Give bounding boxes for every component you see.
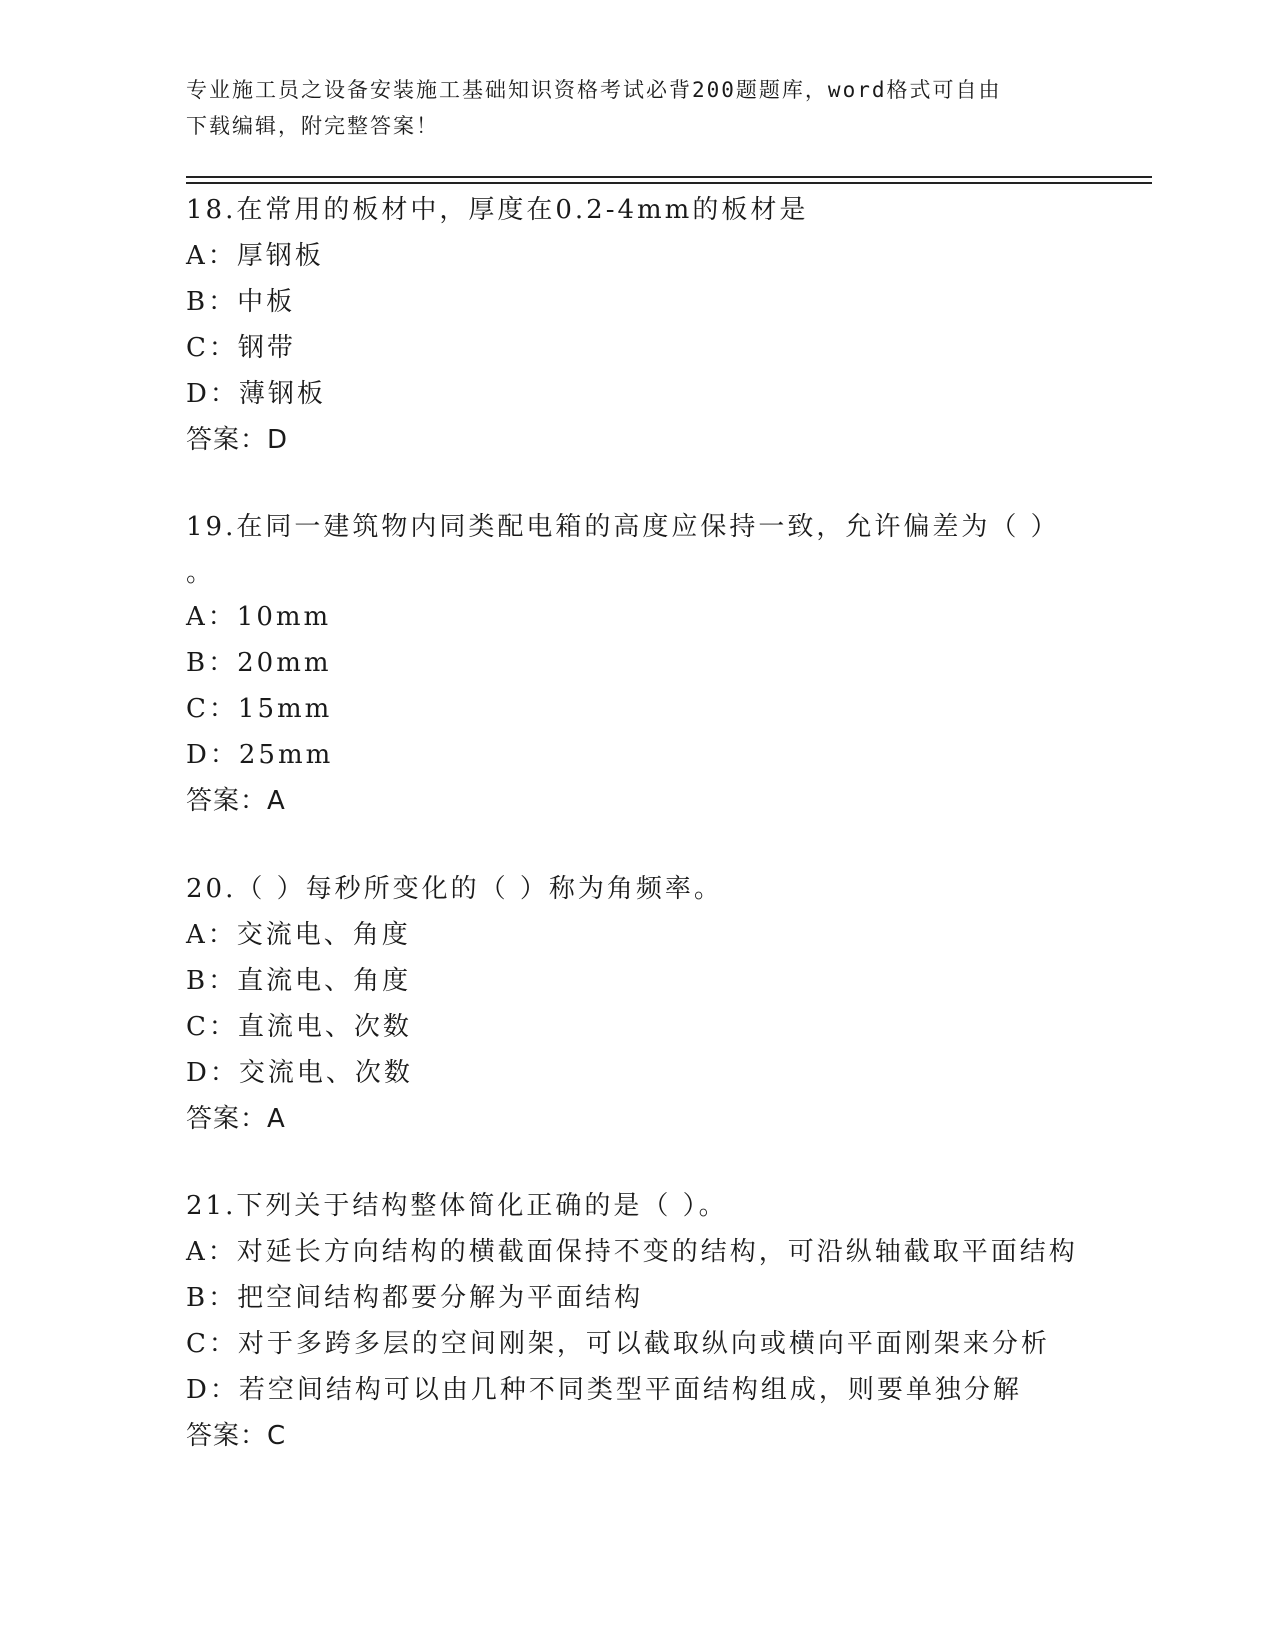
option-key: D：	[186, 1058, 239, 1088]
option-text: 直流电、角度	[237, 966, 412, 996]
option-key: C：	[186, 1012, 238, 1042]
option-key: A：	[186, 920, 237, 950]
option-text: 10mm	[236, 602, 332, 632]
question-stem-continuation: 。	[186, 558, 216, 588]
question-18	[186, 187, 1186, 463]
option-b	[186, 958, 1186, 1004]
option-text: 25mm	[238, 740, 334, 770]
option-text: 对延长方向结构的横截面保持不变的结构，可沿纵轴截取平面结构	[236, 1237, 1078, 1267]
option-d	[186, 371, 1186, 417]
document-header	[186, 72, 1066, 144]
option-text: 直流电、次数	[237, 1012, 412, 1042]
option-text: 厚钢板	[236, 241, 324, 271]
header-line-2: 下载编辑，附完整答案！	[186, 114, 439, 138]
option-text: 交流电、次数	[238, 1058, 413, 1088]
header-divider-top	[186, 176, 1152, 178]
option-key: D：	[186, 1375, 239, 1405]
question-stem: 21.下列关于结构整体简化正确的是（ ）。	[186, 1191, 728, 1221]
option-text: 交流电、角度	[236, 920, 411, 950]
question-stem: 19.在同一建筑物内同类配电箱的高度应保持一致，允许偏差为（ ）	[186, 512, 1060, 542]
question-stem: 18.在常用的板材中，厚度在0.2-4mm的板材是	[186, 195, 809, 225]
option-text: 把空间结构都要分解为平面结构	[237, 1283, 644, 1313]
option-key: D：	[186, 379, 239, 409]
option-text: 薄钢板	[238, 379, 326, 409]
option-text: 20mm	[237, 648, 332, 678]
option-c	[186, 1321, 1186, 1367]
option-key: A：	[186, 1237, 237, 1267]
option-key: B：	[186, 1283, 238, 1313]
option-text: 15mm	[237, 694, 333, 724]
answer: 答案：A	[186, 1104, 286, 1134]
option-c	[186, 686, 1186, 732]
option-text: 对于多跨多层的空间刚架，可以截取纵向或横向平面刚架来分析	[237, 1329, 1050, 1359]
option-c	[186, 325, 1186, 371]
option-key: A：	[186, 241, 237, 271]
option-key: A：	[186, 602, 237, 632]
question-21	[186, 1183, 1186, 1459]
question-20	[186, 866, 1186, 1142]
answer: 答案：A	[186, 786, 286, 816]
option-a	[186, 594, 1186, 640]
option-b	[186, 279, 1186, 325]
answer: 答案：D	[186, 425, 289, 455]
option-a	[186, 1229, 1186, 1275]
header-line-1: 专业施工员之设备安装施工基础知识资格考试必背200题题库，word格式可自由	[186, 78, 1002, 102]
option-b	[186, 1275, 1186, 1321]
option-a	[186, 912, 1186, 958]
option-b	[186, 640, 1186, 686]
option-text: 中板	[237, 287, 296, 317]
option-a	[186, 233, 1186, 279]
option-c	[186, 1004, 1186, 1050]
option-d	[186, 732, 1186, 778]
question-stem: 20.（ ）每秒所变化的（ ）称为角频率。	[186, 874, 723, 904]
answer: 答案：C	[186, 1421, 287, 1451]
option-key: C：	[186, 694, 238, 724]
option-key: B：	[186, 287, 238, 317]
option-key: B：	[186, 966, 238, 996]
option-key: B：	[186, 648, 238, 678]
option-key: C：	[186, 333, 238, 363]
header-divider-bottom	[186, 182, 1152, 184]
option-d	[186, 1367, 1186, 1413]
option-key: C：	[186, 1329, 238, 1359]
question-19	[186, 504, 1186, 824]
option-d	[186, 1050, 1186, 1096]
option-key: D：	[186, 740, 239, 770]
option-text: 钢带	[237, 333, 296, 363]
option-text: 若空间结构可以由几种不同类型平面结构组成，则要单独分解	[238, 1375, 1022, 1405]
